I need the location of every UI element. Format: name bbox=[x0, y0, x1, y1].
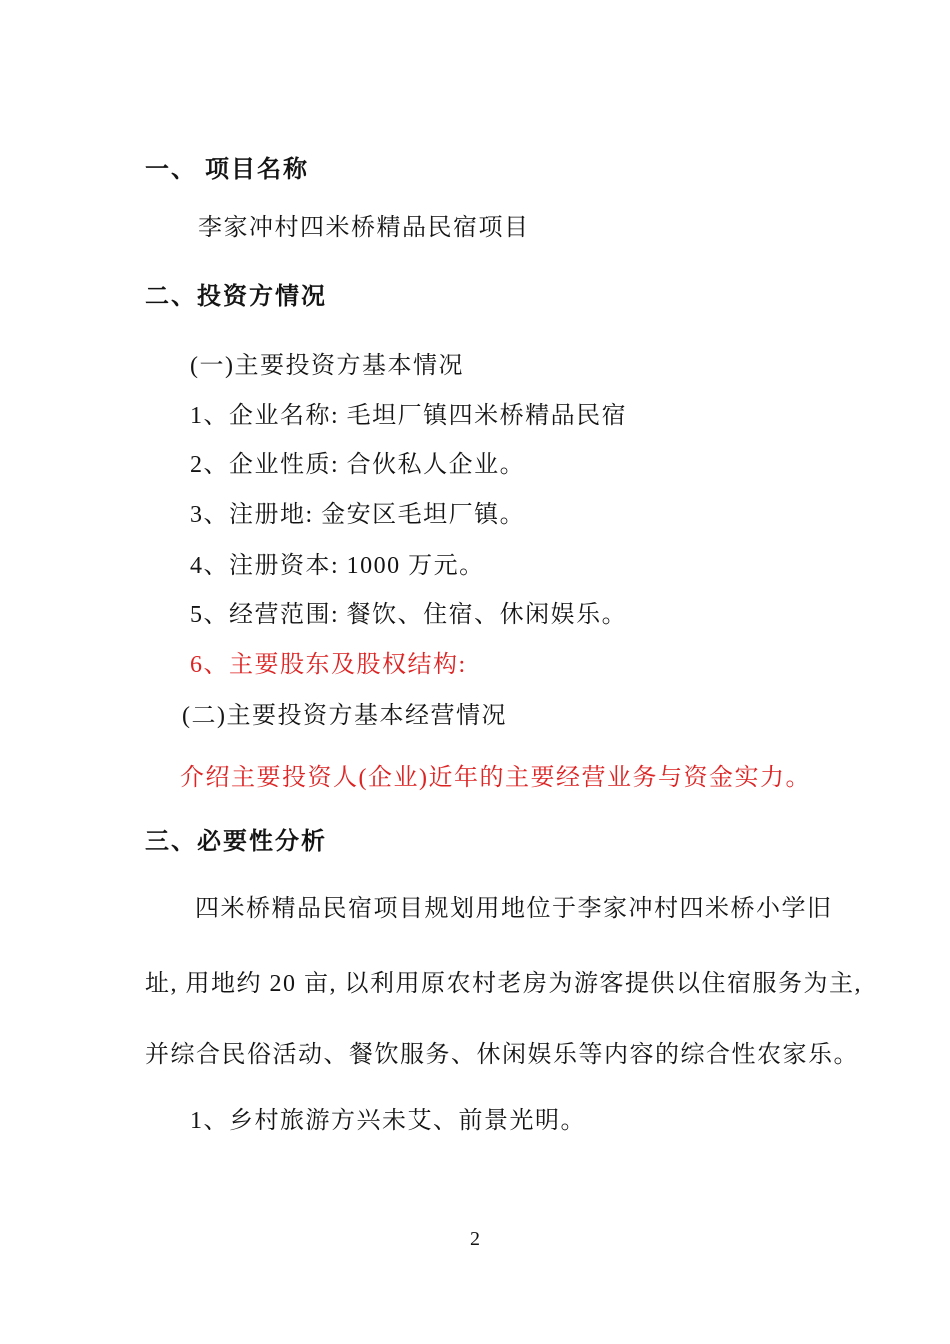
page-number: 2 bbox=[470, 1228, 480, 1250]
list-item-company-name: 1、企业名称: 毛坦厂镇四米桥精品民宿 bbox=[190, 403, 628, 429]
sub1-title: (一)主要投资方基本情况 bbox=[190, 353, 464, 379]
list-item-business-scope: 5、经营范围: 餐饮、住宿、休闲娱乐。 bbox=[190, 602, 628, 628]
section3-heading: 三、必要性分析 bbox=[145, 829, 327, 855]
list-item-company-type: 2、企业性质: 合伙私人企业。 bbox=[190, 452, 526, 478]
paragraph-line-3: 并综合民俗活动、餐饮服务、休闲娱乐等内容的综合性农家乐。 bbox=[145, 1042, 859, 1068]
sub2-note: 介绍主要投资人(企业)近年的主要经营业务与资金实力。 bbox=[180, 765, 811, 791]
list-item-registered-capital: 4、注册资本: 1000 万元。 bbox=[190, 553, 485, 579]
list-item-registered-place: 3、注册地: 金安区毛坦厂镇。 bbox=[190, 502, 526, 528]
list-item-shareholders: 6、主要股东及股权结构: bbox=[190, 652, 467, 678]
sub2-title: (二)主要投资方基本经营情况 bbox=[182, 703, 507, 729]
paragraph-line-2: 址, 用地约 20 亩, 以利用原农村老房为游客提供以住宿服务为主, bbox=[145, 971, 862, 997]
list-item-rural-tourism: 1、乡村旅游方兴未艾、前景光明。 bbox=[190, 1108, 586, 1134]
paragraph-line-1: 四米桥精品民宿项目规划用地位于李家冲村四米桥小学旧 bbox=[195, 896, 833, 922]
section2-heading: 二、投资方情况 bbox=[145, 284, 327, 310]
project-name: 李家冲村四米桥精品民宿项目 bbox=[198, 215, 530, 241]
section1-heading: 一、 项目名称 bbox=[145, 157, 309, 183]
